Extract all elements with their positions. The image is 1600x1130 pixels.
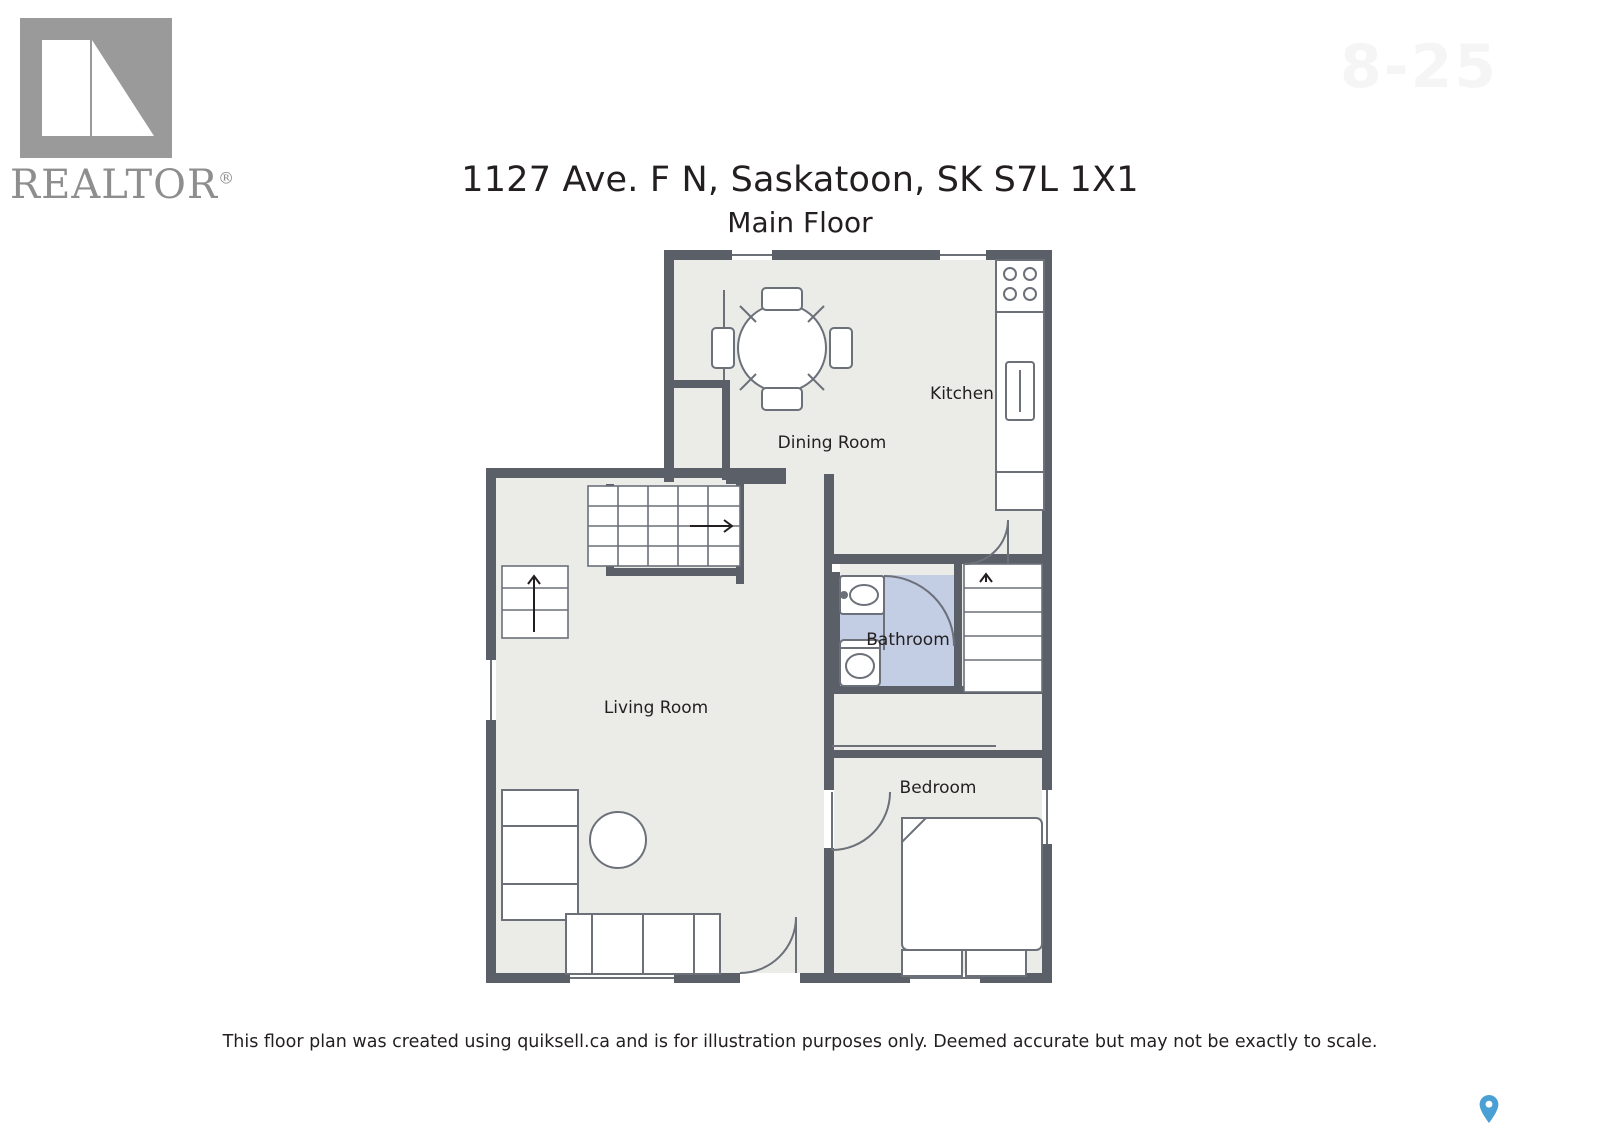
realtor-r-logo-mark [20, 18, 172, 158]
dining-chair-north [762, 288, 802, 310]
staircase-lower [502, 566, 568, 638]
bathroom-sink [850, 585, 878, 605]
staircase-right [964, 564, 1042, 692]
wall-stair-bottom [606, 568, 744, 576]
dining-chair-east [830, 328, 852, 368]
stove-burner-1 [1004, 268, 1016, 280]
round-coffee-table [590, 812, 646, 868]
refrigerator [996, 472, 1044, 510]
location-pin-icon[interactable] [1478, 1094, 1500, 1124]
room-label-bathroom: Bathroom [866, 630, 950, 650]
staircase-upper [588, 486, 740, 566]
dining-chair-west [712, 328, 734, 368]
toilet-bowl [846, 654, 874, 678]
nightstand-right [966, 950, 1026, 976]
dining-chair-south [762, 388, 802, 410]
door-opening-bottom-living [740, 973, 800, 983]
wall-closet-left [664, 380, 674, 482]
stove-burner-4 [1024, 288, 1036, 300]
realtor-logo-diagonal [92, 40, 154, 136]
title-block [0, 160, 1600, 239]
registered-trademark-symbol: ® [218, 168, 236, 188]
bedroom-furniture [902, 818, 1042, 976]
room-label-kitchen: Kitchen [930, 384, 994, 404]
bed [902, 818, 1042, 950]
kitchen-fixtures [996, 260, 1044, 510]
realtor-wordmark-text: REALTOR [10, 162, 219, 208]
wall-center-vertical [824, 474, 834, 983]
pin-body [1480, 1095, 1499, 1123]
nightstand-left [902, 950, 962, 976]
room-label-dining-room: Dining Room [777, 433, 887, 453]
wall-closet-right [722, 380, 730, 480]
wall-kitchen-bottom [824, 554, 1052, 564]
wall-bedroom-top [832, 750, 1052, 758]
pin-hole [1486, 1101, 1493, 1108]
stove-burner-3 [1004, 288, 1016, 300]
stove-burner-2 [1024, 268, 1036, 280]
room-label-living-room: Living Room [603, 698, 709, 718]
page-subtitle: Main Floor [727, 206, 873, 239]
wall-left [486, 468, 496, 983]
stair-right-body [964, 564, 1042, 692]
wall-closet-top [674, 380, 728, 388]
bathroom-faucet [841, 592, 847, 598]
disclaimer-text: This floor plan was created using quiksell.ca and is for illustration purposes only. Deemed accurate but may not be exactly to scale. [222, 1032, 1378, 1052]
armchair-left [502, 790, 578, 920]
floor-plan-diagram [440, 230, 1080, 1010]
wall-bath-left [832, 564, 840, 694]
room-label-bedroom: Bedroom [899, 778, 977, 798]
realtor-logo-inner-bar [42, 40, 90, 136]
gap-bath-top [832, 564, 840, 572]
stove [996, 260, 1044, 312]
watermark: 8-25 [1340, 32, 1499, 102]
page-title: 1127 Ave. F N, Saskatoon, SK S7L 1X1 [461, 160, 1139, 200]
wall-top [664, 250, 1052, 260]
wall-bath-right [954, 564, 962, 694]
wall-stair-top [726, 474, 786, 484]
